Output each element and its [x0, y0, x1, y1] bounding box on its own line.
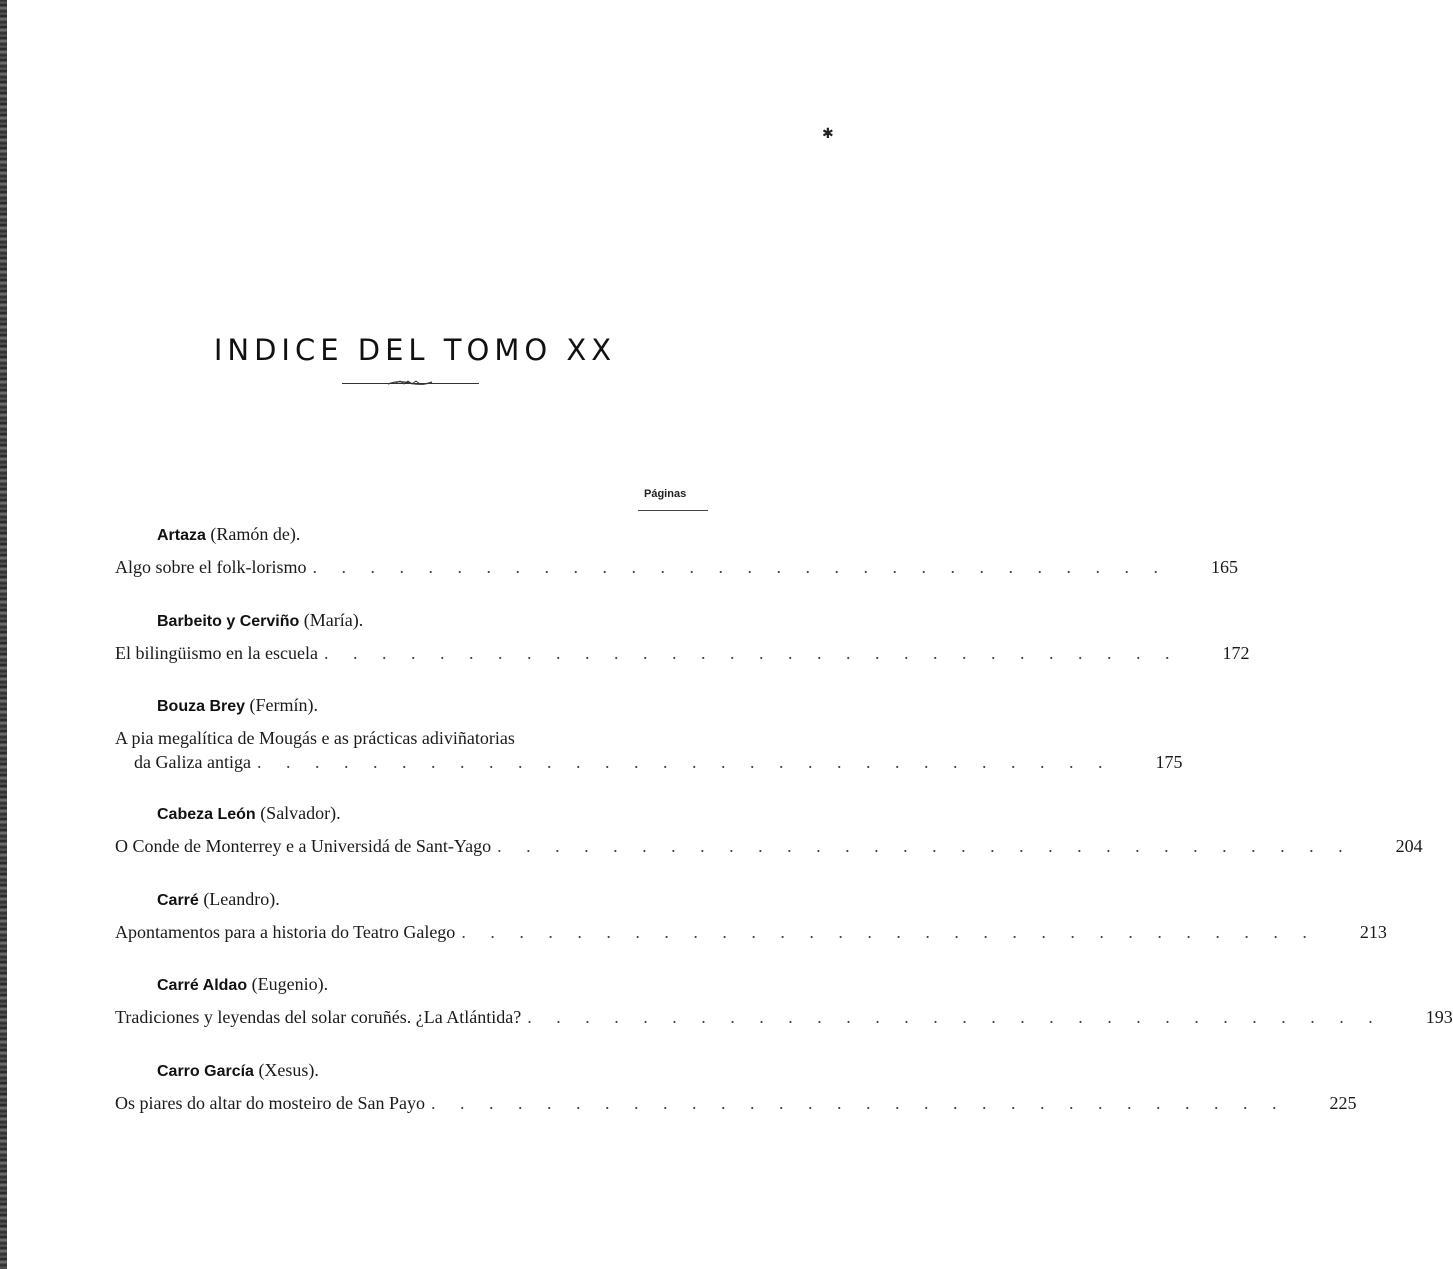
page-number: 193 [1425, 1007, 1453, 1027]
entry-author [157, 803, 341, 824]
entry-author [157, 695, 318, 716]
entry-work [115, 1091, 1357, 1115]
page-number: 175 [1155, 752, 1183, 772]
index-entry [115, 972, 1453, 1058]
author-surname: Carré Aldao [157, 977, 248, 994]
ink-speck-icon: ✱ [822, 127, 834, 142]
index-entry [115, 522, 1238, 608]
author-forename: (Fermín). [249, 695, 319, 715]
index-entry [115, 608, 1250, 694]
work-title: A pia megalítica de Mougás e as prácticas adiviñatorias [115, 728, 515, 748]
dot-leader: . . . . . . . . . . . . . . . . . . . . . . . . . . . . . . [461, 921, 1317, 942]
entry-author [157, 524, 300, 545]
pages-header-rule [638, 510, 708, 511]
author-surname: Bouza Brey [157, 698, 246, 715]
author-surname: Cabeza León [157, 806, 256, 823]
pages-column-header: Páginas [644, 488, 687, 500]
page-number: 172 [1222, 642, 1250, 663]
work-title: Algo sobre el folk-lorismo [115, 557, 307, 577]
author-forename: (Eugenio). [251, 974, 329, 994]
author-forename: (Salvador). [260, 803, 341, 823]
page-binding-edge [0, 0, 7, 1269]
entry-work [115, 920, 1387, 944]
dot-leader: . . . . . . . . . . . . . . . . . . . . . . . . . . . . . . [497, 836, 1353, 856]
dot-leader: . . . . . . . . . . . . . . . . . . . . . . . . . . . . . . [256, 752, 1113, 772]
index-entry [115, 801, 1423, 887]
index-entry [115, 693, 1183, 801]
author-surname: Carré [157, 891, 199, 909]
work-title: O Conde de Monterrey e a Universidá de Sant-Yago [115, 836, 492, 856]
author-surname: Artaza [157, 527, 206, 544]
work-title-continuation: da Galiza antiga [134, 752, 251, 772]
page-number: 225 [1329, 1092, 1357, 1113]
index-entry [115, 1058, 1357, 1144]
index-entries [115, 522, 1453, 1143]
divider-ornament-icon [386, 379, 434, 387]
dot-leader: . . . . . . . . . . . . . . . . . . . . . . . . . . . . . . [323, 642, 1180, 663]
work-title: Tradiciones y leyendas del solar coruñés. ¿La Atlántida? [115, 1007, 522, 1027]
dot-leader: . . . . . . . . . . . . . . . . . . . . . . . . . . . . . . [527, 1007, 1383, 1027]
author-surname: Carro García [157, 1062, 254, 1080]
work-title: El bilingüismo en la escuela [115, 642, 318, 663]
entry-work [115, 726, 1183, 774]
entry-work [115, 555, 1238, 579]
work-title: Apontamentos para a historia do Teatro Galego [115, 921, 456, 942]
author-surname: Barbeito y Cerviño [157, 612, 300, 630]
index-entry [115, 887, 1387, 973]
author-forename: (Leandro). [203, 888, 280, 909]
entry-author [157, 1060, 319, 1081]
author-forename: (María). [303, 609, 364, 630]
page-title: INDICE DEL TOMO XX [213, 333, 617, 368]
entry-work [115, 834, 1423, 858]
page-number: 204 [1395, 836, 1423, 856]
entry-work [115, 641, 1250, 665]
dot-leader: . . . . . . . . . . . . . . . . . . . . . . . . . . . . . . [430, 1092, 1287, 1113]
dot-leader: . . . . . . . . . . . . . . . . . . . . . . . . . . . . . . [312, 557, 1168, 577]
entry-work [115, 1005, 1453, 1029]
author-forename: (Xesus). [258, 1059, 319, 1080]
work-title: Os piares do altar do mosteiro de San Payo [115, 1092, 425, 1113]
page-number: 165 [1210, 557, 1238, 577]
entry-author [157, 889, 280, 910]
page-number: 213 [1359, 921, 1387, 942]
entry-author [157, 974, 328, 995]
author-forename: (Ramón de). [210, 524, 301, 544]
entry-author [157, 610, 363, 631]
